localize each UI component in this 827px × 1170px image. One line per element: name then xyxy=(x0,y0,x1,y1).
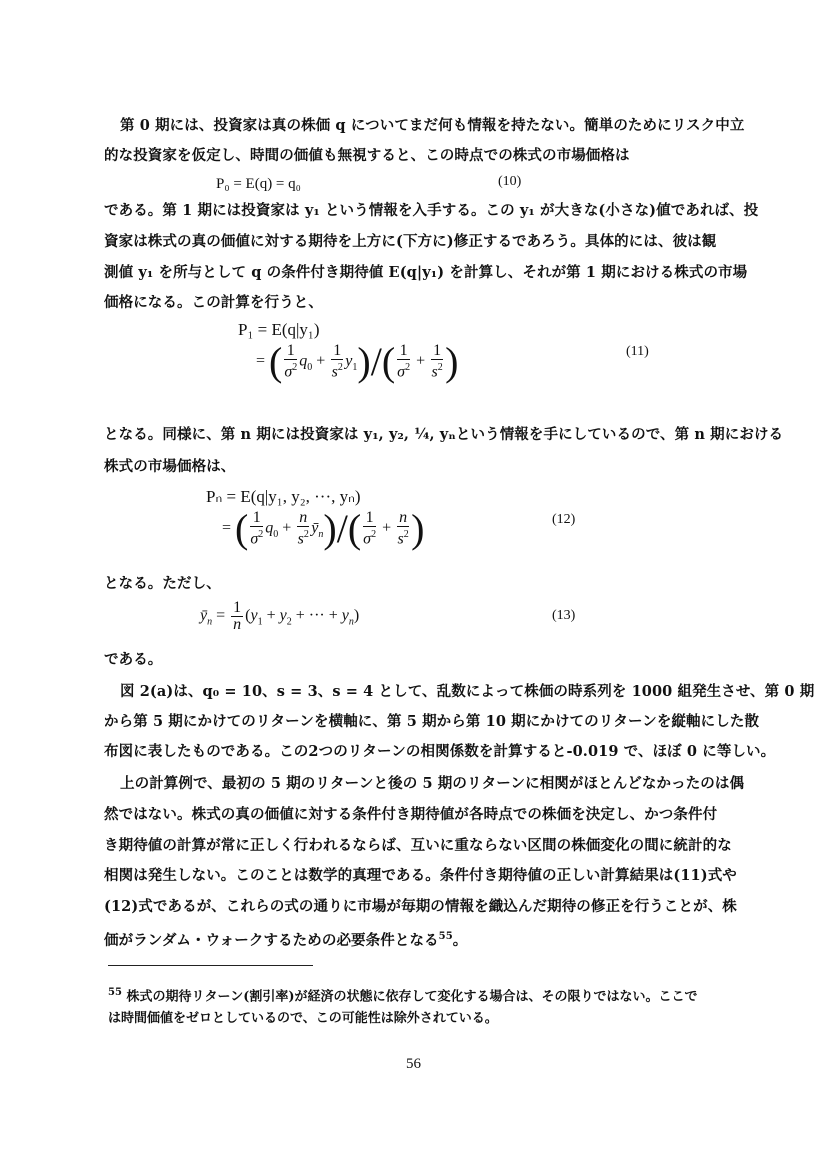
paragraph-line: 相関は発生しない。このことは数学的真理である。条件付き期待値の正しい計算結果は(11)式や xyxy=(104,867,737,884)
paragraph-line: 然ではない。株式の真の価値に対する条件付き期待値が各時点での株価を決定し、かつ条件付 xyxy=(104,806,718,823)
footnote-divider xyxy=(108,965,313,966)
paragraph-line: 資家は株式の真の価値に対する期待を上方に(下方に)修正するであろう。具体的には、彼は観 xyxy=(104,233,717,250)
paragraph-line: 布図に表したものである。この2つのリターンの相関係数を計算すると-0.019 で、ほぼ 0 に等しい。 xyxy=(104,743,776,760)
page-number: 56 xyxy=(406,1056,421,1072)
paragraph-line: (12)式であるが、これらの式の通りに市場が毎期の情報を織込んだ期待の修正を行うことが、株 xyxy=(104,898,737,915)
paragraph-line: き期待値の計算が常に正しく行われるならば、互いに重ならない区間の株価変化の間に統計的な xyxy=(104,837,732,854)
paragraph-line: である。 xyxy=(104,651,163,668)
equation-number-12: (12) xyxy=(552,512,576,527)
footnote-reference: 55 xyxy=(438,931,453,942)
paragraph-line: となる。同様に、第 n 期には投資家は y₁, y₂, ¼, yₙという情報を手にしているので、第 n 期における xyxy=(104,426,784,443)
paragraph-line: 図 2(a)は、q₀ = 10、s = 3、s = 4 として、乱数によって株価の時系列を 1000 組発生させ、第 0 期 xyxy=(120,683,815,700)
equation-13: $ȳ_n$ = $\frac{1}{n}$ ($y_1 + y_2$ + ··· + $y_n$) xyxy=(200,599,360,633)
footnote-line: は時間価値をゼロとしているので、この可能性は除外されている。 xyxy=(108,1011,498,1026)
footnote-mark: 55 xyxy=(108,987,122,998)
paragraph-line: となる。ただし、 xyxy=(104,575,221,592)
paragraph-line: 測値 y₁ を所与として q の条件付き期待値 E(q|y₁) を計算し、それが第 1 期における株式の市場 xyxy=(104,264,748,281)
paragraph-line xyxy=(104,922,714,956)
paragraph-line: 株式の市場価格は、 xyxy=(104,458,236,475)
paragraph-line: 的な投資家を仮定し、時間の価値も無視すると、この時点での株式の市場価格は xyxy=(104,147,630,164)
paragraph-text-end: 。 xyxy=(452,931,468,949)
equation-11-line1: P₁ = E(q|y₁) xyxy=(238,320,320,339)
equation-10: P₀ = E(q) = q₀ xyxy=(216,176,301,192)
paragraph-line: 価格になる。この計算を行うと、 xyxy=(104,294,323,311)
equation-11-line2: = ( $\frac{1}{\sigma^2}$ $q_0$ + $\frac{1}{s^2}$ $y_1)/$( $\frac{1}{\sigma^2}$ + $\frac{1}{s^2}$ ) xyxy=(256,339,459,384)
equation-number-11: (11) xyxy=(626,344,649,359)
paragraph-line: 第 0 期には、投資家は真の株価 q についてまだ何も情報を持たない。簡単のためにリスク中立 xyxy=(120,117,745,134)
paragraph-line: 上の計算例で、最初の 5 期のリターンと後の 5 期のリターンに相関がほとんどなかったのは偶 xyxy=(120,775,745,792)
paragraph-line: である。第 1 期には投資家は y₁ という情報を入手する。この y₁ が大きな(小さな)値であれば、投 xyxy=(104,202,759,219)
equation-12-line2: = ( $\frac{1}{\sigma^2}$ $q_0$ + $\frac{n}{s^2}$ $ȳ_n)/$( $\frac{1}{\sigma^2}$ + $\frac{n}{s^2}$ ) xyxy=(222,506,425,551)
equation-number-13: (13) xyxy=(552,608,576,623)
footnote-text: 株式の期待リターン(割引率)が経済の状態に依存して変化する場合は、その限りではない。ここで xyxy=(121,989,698,1005)
paragraph-line: から第 5 期にかけてのリターンを横軸に、第 5 期から第 10 期にかけてのリターンを縦軸にした散 xyxy=(104,713,760,730)
equation-number-10: (10) xyxy=(498,174,522,189)
equation-12-line1: Pₙ = E(q|y₁, y₂, ···, yₙ) xyxy=(206,487,361,506)
paragraph-text: 価がランダム・ウォークするための必要条件となる xyxy=(104,931,439,949)
